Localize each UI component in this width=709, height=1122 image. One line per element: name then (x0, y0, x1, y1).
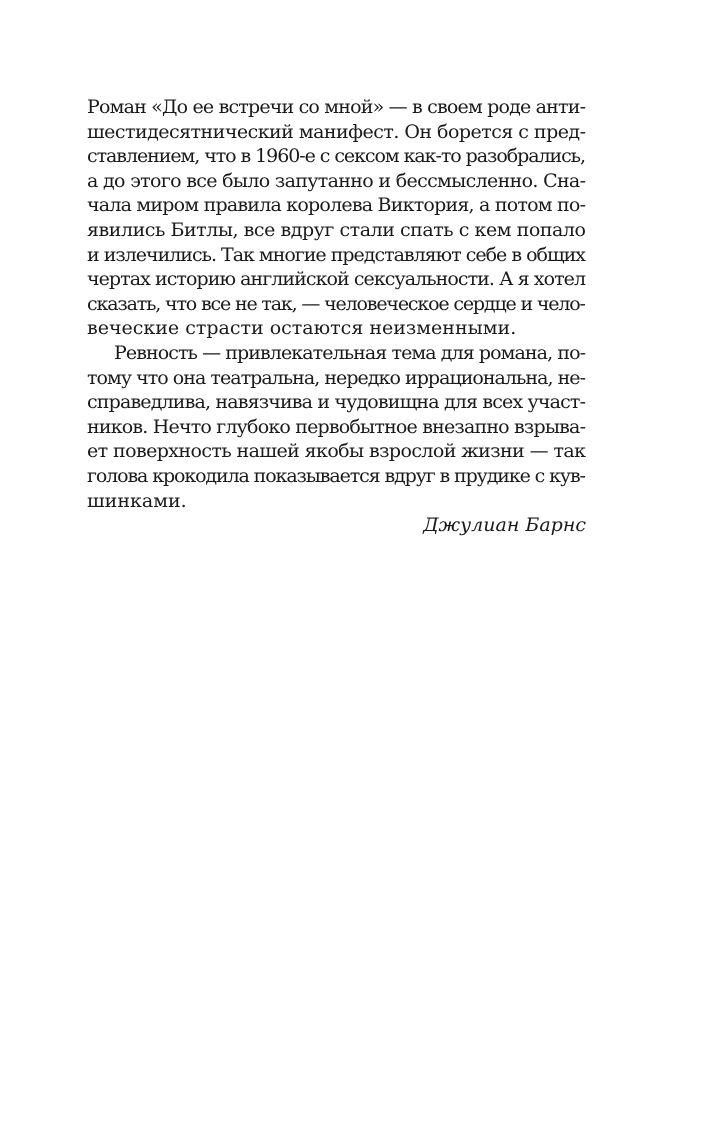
text-line: сказать, что все не так, — человеческое сердце и чело- (87, 292, 585, 315)
text-line: шинками. (87, 489, 187, 512)
author-signature: Джулиан Барнс (423, 514, 586, 537)
text-line: Ревность — привлекательная тема для романа, по- (114, 341, 586, 364)
text-line: справедлива, навязчива и чудовищна для всех участ- (87, 391, 586, 414)
text-line: чала миром правила королева Виктория, а потом по- (87, 194, 586, 217)
paragraph-1 (87, 95, 586, 341)
text-line: Роман «До ее встречи со мной» — в своем роде анти- (87, 96, 586, 118)
text-line: тому что она театральна, нередко иррациональна, не- (87, 366, 586, 389)
text-line: ставлением, что в 1960-е с сексом как-то разобрались, (87, 145, 585, 168)
text-line: шестидесятнический манифест. Он борется с пред- (87, 120, 586, 143)
text-line: и излечились. Так многие представляют себе в общих (87, 243, 585, 266)
text-block (87, 95, 586, 538)
text-line: голова крокодила показывается вдруг в прудике с кув- (87, 464, 585, 487)
text-line: явились Битлы, все вдруг стали спать с кем попало (87, 218, 586, 241)
text-line: а до этого все было запутанно и бессмысленно. Сна- (87, 169, 586, 192)
text-line: ников. Нечто глубоко первобытное внезапно взрыва- (87, 415, 586, 438)
text-line: веческие страсти остаются неизменными. (87, 317, 517, 340)
text-line: ет поверхность нашей якобы взрослой жизни — так (87, 440, 586, 463)
text-line: чертах историю английской сексуальности. А я хотел (87, 268, 586, 291)
paragraph-2 (87, 341, 586, 513)
